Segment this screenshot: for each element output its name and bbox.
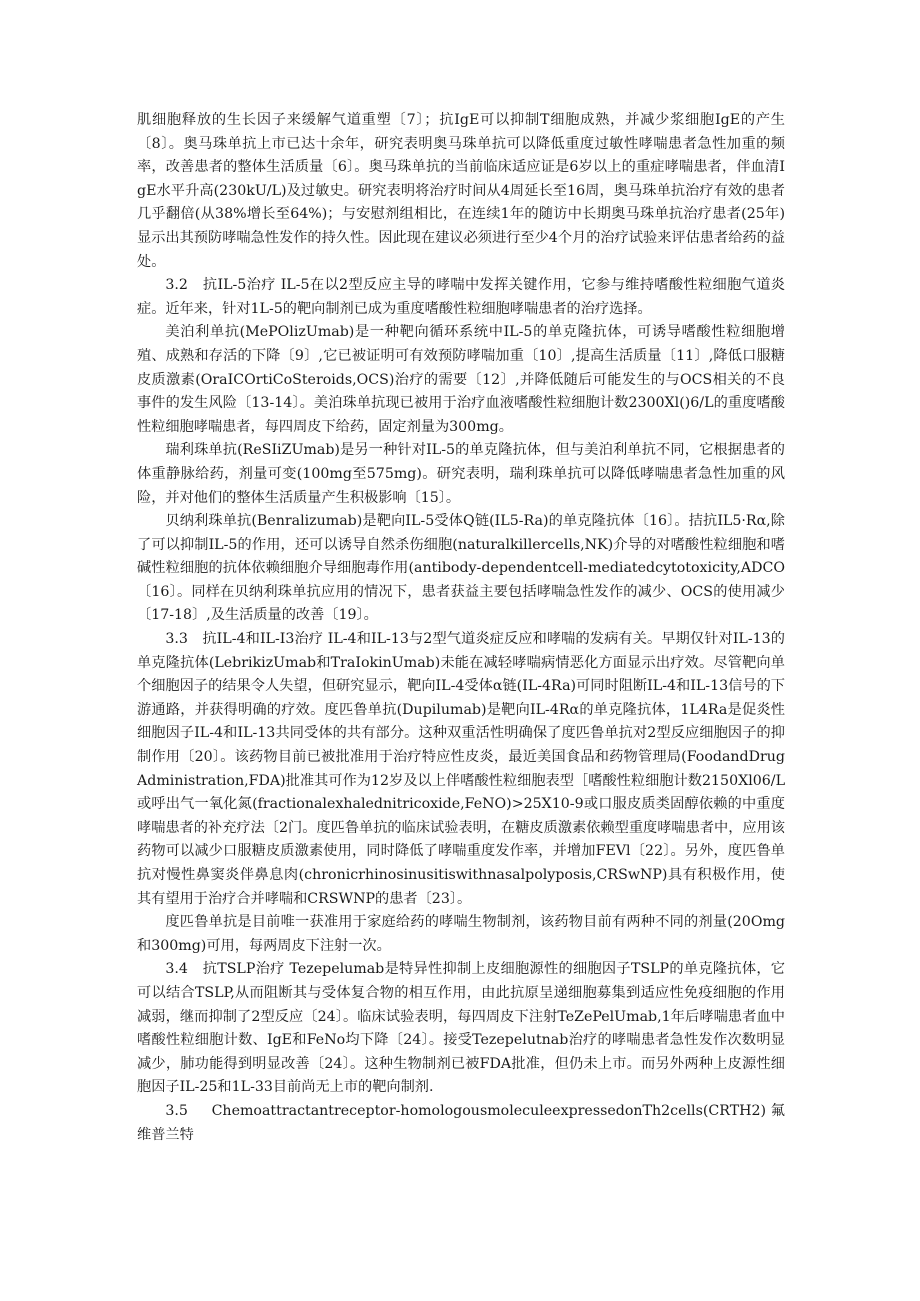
document-page	[137, 109, 785, 1147]
paragraph-mepolizumab: 美泊利单抗(MePOlizUmab)是一种靶向循环系统中IL-5的单克隆抗体，可诱导嗜酸性粒细胞增殖、成熟和存活的下降〔9〕,它已被证明可有效预防哮喘加重〔10〕,提高生活质量〔11〕,降低口服糖皮质激素(OraICOrtiCoSteroids,OCS)治疗的需要〔12〕,并降低随后可能发生的与OCS相关的不良事件的发生风险〔13-14〕。美泊珠单抗现已被用于治疗血液嗜酸性粒细胞计数2300Xl()6/L的重度嗜酸性粒细胞哮喘患者，每四周皮下给药，固定剂量为300mg。	[137, 324, 785, 435]
paragraph-benralizumab: 贝纳利珠单抗(Benralizumab)是靶向IL-5受体Q链(IL5-Ra)的单克隆抗体〔16〕。拮抗IL5·Rα,除了可以抑制IL-5的作用，还可以诱导自然杀伤细胞(naturalkillercells,NK)介导的对嗜酸性粒细胞和嗜碱性粒细胞的抗体依赖细胞介导细胞毒作用(antibody-dependentcell-mediatedcytotoxicity,ADCO〔16〕。同样在贝纳利珠单抗应用的情况下，患者获益主要包括哮喘急性发作的减少、OCS的使用减少〔17-18〕,及生活质量的改善〔19〕。	[137, 513, 785, 624]
paragraph-section-3-5: 3.5 Chemoattractantreceptor-homologousmoleculeexpressedonTh2cells(CRTH2)氟维普兰特	[137, 1102, 785, 1143]
paragraph-reslizumab: 瑞利珠单抗(ReSIiZUmab)是另一种针对IL-5的单克隆抗体，但与美泊利单抗不同，它根据患者的体重静脉给药，剂量可变(100mg至575mg)。研究表明，瑞利珠单抗可以降低哮喘患者急性加重的风险，并对他们的整体生活质量产生积极影响〔15〕。	[137, 442, 785, 506]
paragraph-omalizumab-continued: 肌细胞释放的生长因子来缓解气道重塑〔7〕；抗IgE可以抑制T细胞成熟，并减少浆细胞IgE的产生〔8〕。奥马珠单抗上市已达十余年，研究表明奥马珠单抗可以降低重度过敏性哮喘患者急性加重的频率，改善患者的整体生活质量〔6〕。奥马珠单抗的当前临床适应证是6岁以上的重症哮喘患者，伴血清IgE水平升高(230kU/L)及过敏史。研究表明将治疗时间从4周延长至16周，奥马珠单抗治疗有效的患者几乎翻倍(从38%增长至64%)；与安慰剂组相比，在连续1年的随访中长期奥马珠单抗治疗患者(25年)显示出其预防哮喘急性发作的持久性。因此现在建议必须进行至少4个月的治疗试验来评估患者给药的益处。	[137, 112, 785, 270]
paragraph-section-3-2: 3.2 抗IL-5治疗 IL-5在以2型反应主导的哮喘中发挥关键作用，它参与维持嗜酸性粒细胞气道炎症。近年来，针对1L-5的靶向制剂已成为重度嗜酸性粒细胞哮喘患者的治疗选择。	[137, 277, 785, 317]
paragraph-section-3-3: 3.3 抗IL-4和IL-I3治疗 IL-4和IL-13与2型气道炎症反应和哮喘的发病有关。早期仅针对IL-13的单克隆抗体(LebrikizUmab和TraIokinUmab)未能在减轻哮喘病情恶化方面显示出疗效。尽管靶向单个细胞因子的结果令人失望，但研究显示，靶向IL-4受体α链(IL-4Ra)可同时阻断IL-4和IL-13信号的下游通路，并获得明确的疗效。度匹鲁单抗(Dupilumab)是靶向IL-4Rα的单克隆抗体，1L4Ra是促炎性细胞因子IL-4和IL-13共同受体的共有部分。这种双重活性明确保了度匹鲁单抗对2型反应细胞因子的抑制作用〔20〕。该药物目前已被批准用于治疗特应性皮炎，最近美国食品和药物管理局(FoodandDrugAdministration,FDA)批准其可作为12岁及以上伴嗜酸性粒细胞表型［嗜酸性粒细胞计数2150Xl06/L或呼出气一氧化氮(fractionalexhalednitricoxide,FeNO)>25X10-9或口服皮质类固醇依赖的中重度哮喘患者的补充疗法〔2门。度匹鲁单抗的临床试验表明，在糖皮质激素依赖型重度哮喘患者中，应用该药物可以减少口服糖皮质激素使用，同时降低了哮喘重度发作率，并增加FEVl〔22〕。另外，度匹鲁单抗对慢性鼻窦炎伴鼻息肉(chronicrhinosinusitiswithnasalpolyposis,CRSwNP)具有积极作用，使其有望用于治疗合并哮喘和CRSWNP的患者〔23〕。	[137, 631, 785, 907]
paragraph-section-3-4: 3.4 抗TSLP治疗 Tezepelumab是特异性抑制上皮细胞源性的细胞因子TSLP的单克隆抗体，它可以结合TSLP,从而阻断其与受体复合物的相互作用，由此抗原呈递细胞募集到适应性免疫细胞的作用减弱，继而抑制了2型反应〔24〕。临床试验表明，每四周皮下注射TeZePelUmab,1年后哮喘患者血中嗜酸性粒细胞计数、IgE和FeNo均下降〔24〕。接受Tezepelutnab治疗的哮喘患者急性发作次数明显减少，肺功能得到明显改善〔24〕。这种生物制剂已被FDA批准，但仍未上市。而另外两种上皮源性细胞因子IL-25和1L-33目前尚无上市的靶向制剂.	[137, 961, 785, 1096]
paragraph-dupilumab-home: 度匹鲁单抗是目前唯一获准用于家庭给药的哮喘生物制剂，该药物目前有两种不同的剂量(20Omg和300mg)可用，每两周皮下注射一次。	[137, 914, 785, 954]
